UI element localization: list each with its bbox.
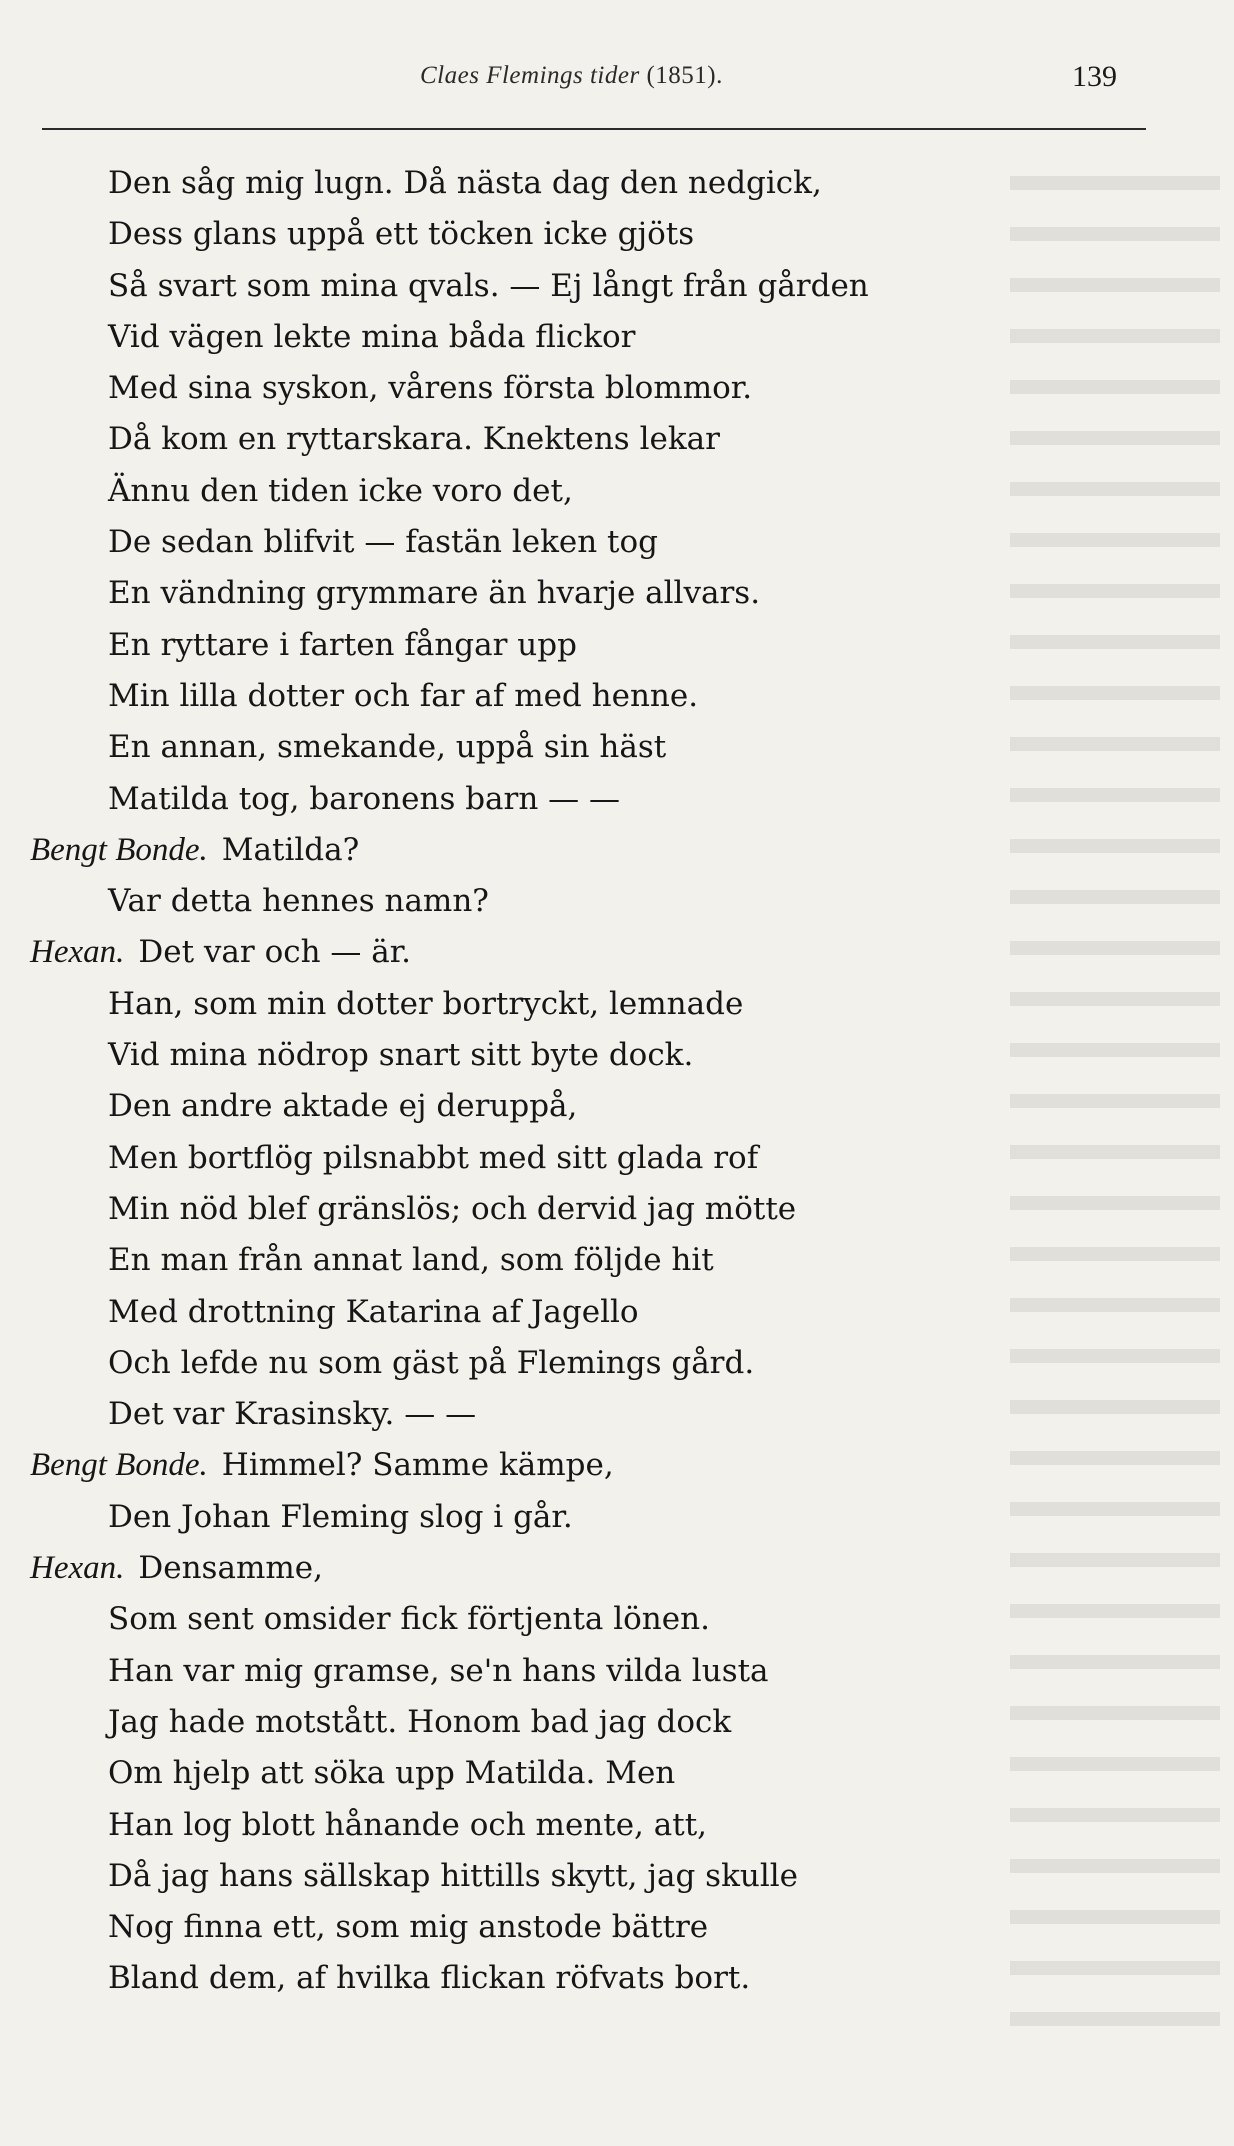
verse-line <box>0 1594 1234 1645</box>
verse-line <box>0 1902 1234 1953</box>
verse-text <box>0 158 1234 2005</box>
verse-text-span: Jag hade motstått. Honom bad jag dock <box>108 1703 732 1740</box>
verse-line <box>0 876 1234 927</box>
verse-text-span: Det var och — är. <box>138 934 412 971</box>
verse-line <box>0 261 1234 312</box>
speaker-name: Bengt Bonde. <box>30 831 208 868</box>
speaker-name: Bengt Bonde. <box>30 1447 208 1484</box>
verse-text-span: Matilda? <box>221 831 360 868</box>
verse-text-span: En vändning grymmare än hvarje allvars. <box>108 575 761 612</box>
verse-line <box>0 1697 1234 1748</box>
verse-line <box>0 1235 1234 1286</box>
verse-text-span: Så svart som mina qvals. — Ej långt från gården <box>108 267 869 304</box>
verse-text-span: Nog finna ett, som mig anstode bättre <box>108 1909 709 1946</box>
verse-line <box>0 671 1234 722</box>
verse-line <box>0 1081 1234 1132</box>
verse-line <box>0 774 1234 825</box>
verse-text-span: Då jag hans sällskap hittills skytt, jag skulle <box>108 1857 799 1894</box>
verse-line <box>0 312 1234 363</box>
verse-text-span: Dess glans uppå ett töcken icke gjöts <box>108 216 695 253</box>
speaker-verse-line <box>0 927 1234 978</box>
verse-text-span: Himmel? Samme kämpe, <box>221 1447 614 1484</box>
verse-text-span: Min nöd blef gränslös; och dervid jag mötte <box>108 1190 797 1227</box>
verse-text-span: En annan, smekande, uppå sin häst <box>108 729 667 766</box>
verse-line <box>0 1800 1234 1851</box>
verse-line <box>0 414 1234 465</box>
verse-text-span: En man från annat land, som följde hit <box>108 1242 714 1279</box>
speaker-verse-line <box>0 1440 1234 1491</box>
verse-text-span: Den Johan Fleming slog i går. <box>108 1498 573 1535</box>
verse-text-span: Den andre aktade ej deruppå, <box>108 1088 578 1125</box>
verse-line <box>0 1287 1234 1338</box>
verse-line <box>0 466 1234 517</box>
verse-line <box>0 1748 1234 1799</box>
verse-line <box>0 158 1234 209</box>
verse-line <box>0 620 1234 671</box>
verse-text-span: Densamme, <box>138 1550 323 1587</box>
verse-text-span: Han, som min dotter bortryckt, lemnade <box>108 985 744 1022</box>
verse-line <box>0 1030 1234 1081</box>
verse-text-span: Ännu den tiden icke voro det, <box>108 472 573 509</box>
verse-line <box>0 1184 1234 1235</box>
verse-text-span: Med drottning Katarina af Jagello <box>108 1293 639 1330</box>
running-title: Claes Flemings tider (1851). <box>420 62 723 89</box>
verse-text-span: Om hjelp att söka upp Matilda. Men <box>108 1755 676 1792</box>
verse-text-span: Som sent omsider fick förtjenta lönen. <box>108 1601 710 1638</box>
verse-text-span: En ryttare i farten fångar upp <box>108 626 577 663</box>
verse-line <box>0 517 1234 568</box>
speaker-name: Hexan. <box>30 1550 125 1587</box>
verse-line <box>0 568 1234 619</box>
running-year: (1851). <box>646 62 723 89</box>
verse-line <box>0 1389 1234 1440</box>
verse-text-span: Vid mina nödrop snart sitt byte dock. <box>108 1037 694 1074</box>
verse-text-span: Det var Krasinsky. — — <box>108 1396 477 1433</box>
verse-text-span: Var detta hennes namn? <box>108 883 489 920</box>
verse-line <box>0 722 1234 773</box>
speaker-verse-line <box>0 1543 1234 1594</box>
verse-text-span: Han log blott hånande och mente, att, <box>108 1806 708 1843</box>
verse-line <box>0 209 1234 260</box>
verse-text-span: Med sina syskon, vårens första blommor. <box>108 370 753 407</box>
verse-line <box>0 1953 1234 2004</box>
header-rule <box>42 128 1146 130</box>
verse-line <box>0 1492 1234 1543</box>
verse-text-span: Men bortflög pilsnabbt med sitt glada rof <box>108 1139 759 1176</box>
page-number: 139 <box>1072 60 1117 93</box>
verse-text-span: Då kom en ryttarskara. Knektens lekar <box>108 421 720 458</box>
verse-line <box>0 1851 1234 1902</box>
page-header <box>0 62 1234 102</box>
verse-line <box>0 363 1234 414</box>
verse-text-span: Han var mig gramse, se'n hans vilda lusta <box>108 1652 769 1689</box>
verse-line <box>0 1133 1234 1184</box>
verse-text-span: Vid vägen lekte mina båda flickor <box>108 318 636 355</box>
verse-text-span: Bland dem, af hvilka flickan röfvats bort. <box>108 1960 751 1997</box>
verse-text-span: De sedan blifvit — fastän leken tog <box>108 524 658 561</box>
speaker-name: Hexan. <box>30 934 125 971</box>
speaker-verse-line <box>0 825 1234 876</box>
verse-text-span: Och lefde nu som gäst på Flemings gård. <box>108 1344 755 1381</box>
verse-text-span: Den såg mig lugn. Då nästa dag den nedgick, <box>108 165 822 201</box>
verse-text-span: Min lilla dotter och far af med henne. <box>108 677 699 714</box>
verse-line <box>0 1338 1234 1389</box>
verse-line <box>0 1646 1234 1697</box>
verse-line <box>0 979 1234 1030</box>
verse-text-span: Matilda tog, baronens barn — — <box>108 780 621 817</box>
